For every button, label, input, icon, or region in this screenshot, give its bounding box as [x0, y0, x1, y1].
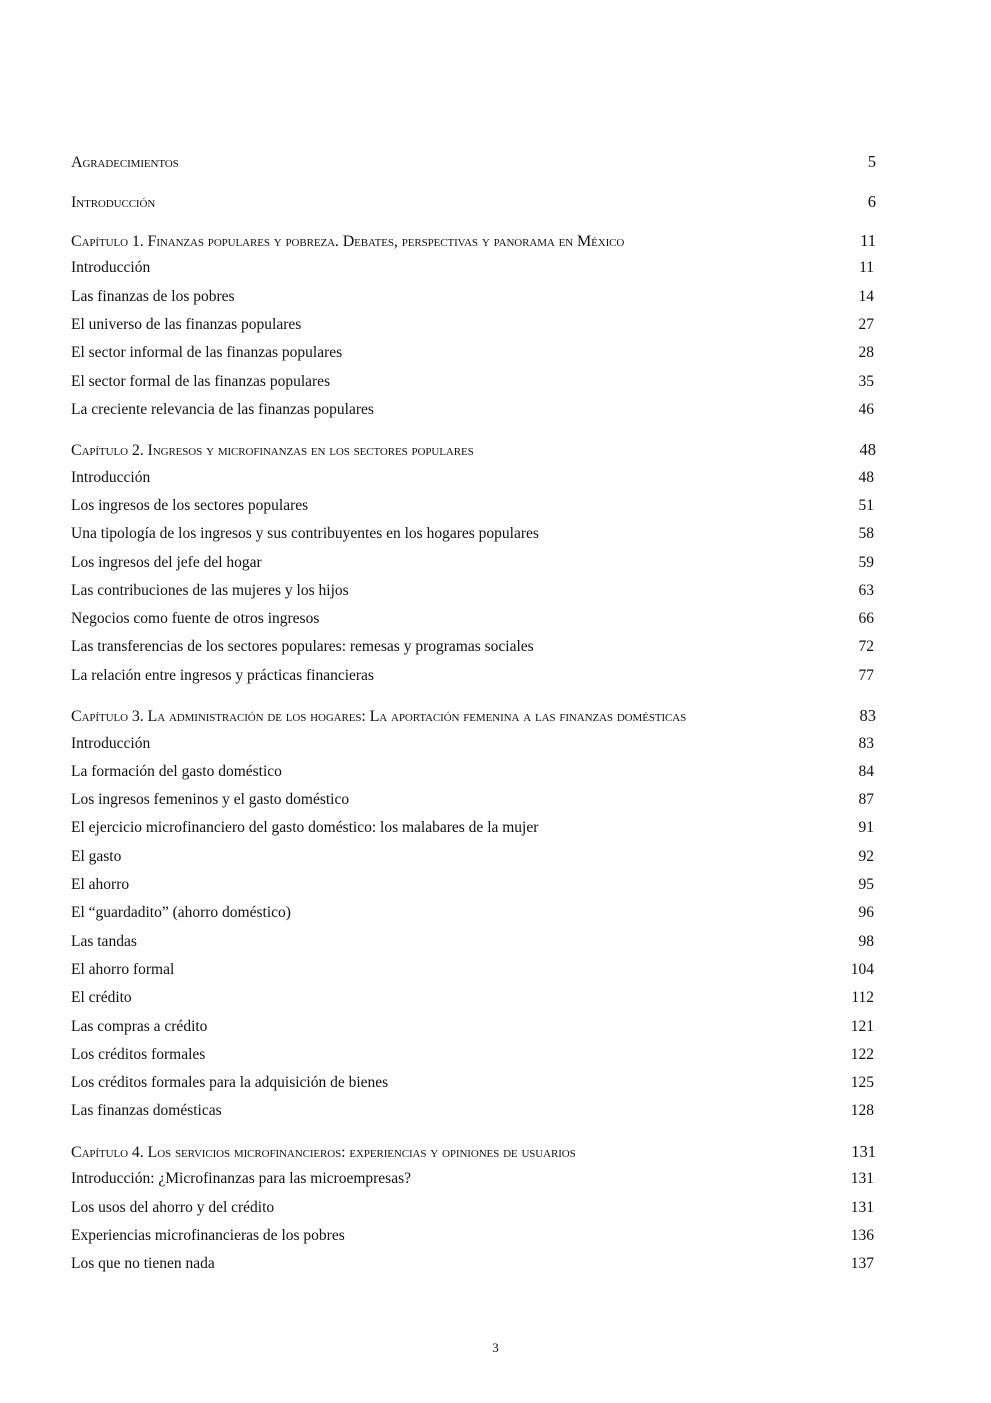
toc-entry-page: 112 — [851, 989, 874, 1007]
toc-section-entry — [71, 1074, 876, 1098]
page-number: 3 — [492, 1340, 499, 1355]
toc-entry-title: El crédito — [71, 989, 132, 1007]
toc-entry-title: Capítulo 2. Ingresos y microfinanzas en los sectores populares — [71, 442, 474, 460]
toc-entry-title: Capítulo 1. Finanzas populares y pobreza. Debates, perspectivas y panorama en México — [71, 233, 625, 250]
toc-section-entry — [71, 497, 876, 521]
toc-entry-page: 72 — [858, 638, 874, 656]
toc-chapter-entry — [71, 192, 876, 216]
toc-entry-title: Los que no tienen nada — [71, 1255, 215, 1273]
toc-entry-title: El universo de las finanzas populares — [71, 315, 302, 333]
toc-entry-title: La relación entre ingresos y prácticas financieras — [71, 666, 374, 684]
toc-entry-title: Las transferencias de los sectores populares: remesas y programas sociales — [71, 638, 534, 656]
toc-entry-title: Una tipología de los ingresos y sus contribuyentes en los hogares populares — [71, 525, 539, 543]
toc-section-entry — [71, 904, 876, 928]
toc-section-entry — [71, 735, 876, 759]
toc-section-entry — [71, 373, 876, 397]
toc-entry-title: Capítulo 3. La administración de los hogares: La aportación femenina a las finanzas domésticas — [71, 708, 687, 726]
toc-chapter-entry — [71, 440, 876, 464]
toc-section-entry — [71, 316, 876, 340]
toc-entry-title: Introducción — [71, 193, 156, 211]
toc-section-entry — [71, 819, 876, 843]
toc-entry-page: 6 — [867, 191, 876, 211]
toc-entry-page: 63 — [858, 581, 874, 599]
toc-entry-page: 83 — [859, 706, 876, 726]
toc-entry-title: Los usos del ahorro y del crédito — [71, 1198, 275, 1216]
toc-entry-title: Introducción — [71, 259, 151, 277]
toc-entry-title: Las finanzas domésticas — [71, 1102, 222, 1120]
toc-entry-page: 137 — [850, 1255, 874, 1273]
toc-section-entry — [71, 791, 876, 815]
toc-section-entry — [71, 1199, 876, 1223]
toc-section-entry — [71, 876, 876, 900]
toc-entry-title: El ahorro formal — [71, 960, 175, 978]
toc-entry-page: 59 — [858, 553, 874, 571]
toc-entry-page: 131 — [851, 1141, 876, 1161]
toc-entry-page: 84 — [858, 762, 874, 780]
toc-entry-page: 35 — [858, 372, 874, 390]
toc-entry-page: 96 — [858, 904, 874, 922]
toc-entry-page: 121 — [850, 1017, 874, 1035]
toc-entry-title: Los ingresos femeninos y el gasto doméstico — [71, 791, 350, 809]
toc-section-entry — [71, 763, 876, 787]
toc-entry-page: 136 — [850, 1226, 874, 1244]
toc-entry-page: 66 — [858, 610, 874, 628]
toc-section-entry — [71, 1255, 876, 1279]
toc-section-entry — [71, 1170, 876, 1194]
toc-section-entry — [71, 638, 876, 662]
toc-section-entry — [71, 989, 876, 1013]
toc-section-entry — [71, 554, 876, 578]
toc-entry-page: 11 — [860, 231, 876, 250]
toc-section-entry — [71, 344, 876, 368]
toc-entry-page: 58 — [858, 525, 874, 543]
toc-entry-title: Introducción — [71, 468, 151, 486]
toc-entry-page: 46 — [858, 400, 874, 418]
toc-entry-title: El ahorro — [71, 876, 130, 893]
toc-entry-title: La creciente relevancia de las finanzas populares — [71, 400, 374, 418]
toc-entry-page: 95 — [858, 876, 874, 893]
toc-entry-title: Los ingresos de los sectores populares — [71, 496, 309, 514]
toc-section-entry — [71, 525, 876, 549]
toc-entry-title: Los créditos formales para la adquisición de bienes — [71, 1074, 389, 1092]
toc-entry-page: 92 — [858, 847, 874, 865]
toc-entry-page: 125 — [850, 1074, 874, 1092]
toc-section-entry — [71, 259, 876, 283]
toc-section-entry — [71, 667, 876, 691]
toc-section-entry — [71, 288, 876, 312]
toc-chapter-entry — [71, 706, 876, 730]
toc-section-entry — [71, 1018, 876, 1042]
toc-entry-page: 87 — [858, 791, 874, 809]
toc-entry-page: 83 — [858, 734, 874, 752]
toc-entry-page: 104 — [850, 960, 874, 978]
toc-entry-page: 48 — [858, 468, 874, 486]
toc-section-entry — [71, 933, 876, 957]
toc-entry-title: El ejercicio microfinanciero del gasto doméstico: los malabares de la mujer — [71, 819, 539, 837]
toc-entry-title: Las finanzas de los pobres — [71, 287, 235, 305]
toc-entry-title: Introducción: ¿Microfinanzas para las microempresas? — [71, 1170, 411, 1188]
toc-entry-page: 28 — [858, 344, 874, 362]
toc-entry-title: Agradecimientos — [71, 154, 179, 171]
toc-section-entry — [71, 1046, 876, 1070]
toc-entry-title: El “guardadito” (ahorro doméstico) — [71, 904, 291, 922]
toc-chapter-entry — [71, 1142, 876, 1166]
toc-entry-page: 77 — [858, 666, 874, 684]
toc-section-entry — [71, 1227, 876, 1251]
toc-entry-title: El sector informal de las finanzas populares — [71, 344, 343, 362]
toc-chapter-entry — [71, 152, 876, 176]
toc-section-entry — [71, 961, 876, 985]
toc-entry-page: 51 — [858, 496, 874, 514]
toc-entry-page: 131 — [850, 1198, 874, 1216]
toc-entry-title: El sector formal de las finanzas populares — [71, 372, 331, 390]
toc-entry-title: Introducción — [71, 734, 151, 752]
toc-entry-title: Experiencias microfinancieras de los pobres — [71, 1226, 345, 1244]
toc-entry-page: 91 — [858, 819, 874, 837]
toc-entry-page: 48 — [859, 440, 876, 460]
toc-entry-page: 131 — [850, 1170, 874, 1188]
toc-entry-title: El gasto — [71, 847, 122, 865]
toc-entry-page: 27 — [858, 315, 874, 333]
toc-entry-page: 122 — [850, 1045, 874, 1063]
toc-section-entry — [71, 469, 876, 493]
toc-section-entry — [71, 401, 876, 425]
toc-chapter-entry — [71, 231, 876, 255]
toc-entry-title: Las tandas — [71, 932, 137, 950]
toc-entry-title: Los ingresos del jefe del hogar — [71, 553, 262, 571]
toc-entry-title: Negocios como fuente de otros ingresos — [71, 610, 320, 628]
toc-entry-title: Las contribuciones de las mujeres y los hijos — [71, 581, 349, 599]
toc-entry-title: La formación del gasto doméstico — [71, 762, 282, 780]
toc-entry-page: 14 — [858, 287, 874, 305]
toc-entry-page: 128 — [850, 1102, 874, 1120]
toc-section-entry — [71, 848, 876, 872]
toc-section-entry — [71, 1102, 876, 1126]
toc-section-entry — [71, 610, 876, 634]
toc-entry-title: Los créditos formales — [71, 1045, 206, 1063]
toc-section-entry — [71, 582, 876, 606]
toc-entry-page: 98 — [858, 932, 874, 950]
toc-entry-title: Capítulo 4. Los servicios microfinancieros: experiencias y opiniones de usuarios — [71, 1143, 576, 1161]
toc-entry-page: 5 — [867, 152, 876, 171]
toc-entry-page: 11 — [859, 259, 874, 277]
toc-entry-title: Las compras a crédito — [71, 1017, 208, 1035]
